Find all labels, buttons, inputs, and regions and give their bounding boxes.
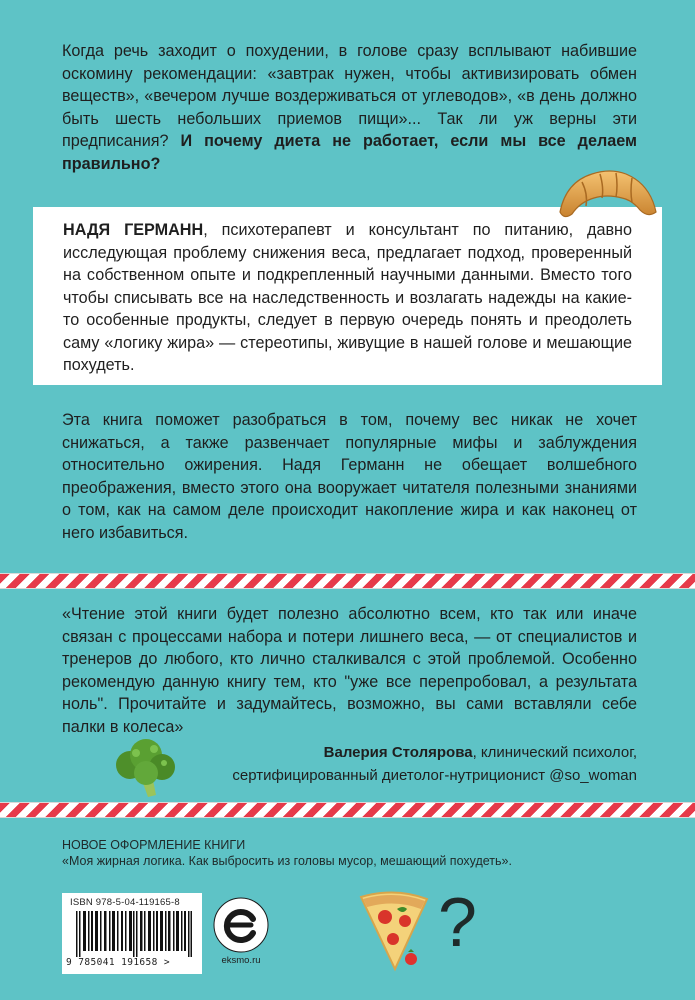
attribution-name: Валерия Столярова: [323, 744, 473, 761]
attribution-line-1: [200, 742, 637, 765]
author-name: НАДЯ ГЕРМАНН: [63, 221, 204, 239]
stripe-divider-bottom: [0, 802, 695, 818]
main-paragraph: Эта книга поможет разобраться в том, почему вес никак не хочет снижаться, а также развенчает популярные мифы и заблуждения относительно ожирения. Надя Германн не обещает волшебного преображения, вместо этого она вооружает читателя полезными знаниями о том, как на самом деле происходит накопление жира и как наконец от него избавиться.: [62, 411, 637, 542]
barcode-block: [62, 893, 202, 974]
new-design-title: «Моя жирная логика. Как выбросить из головы мусор, мешающий похудеть».: [62, 854, 512, 868]
eksmo-logo-icon: [213, 897, 269, 953]
review-quote: «Чтение этой книги будет полезно абсолютно всем, кто так или иначе связан с процессами набора и потери лишнего веса, — от специалистов и тренеров до любого, кто лично сталкивался с этой проблемой. Особенно рекомендую данную книгу тем, кто "уже все перепробовал, а результата ноль". Прочитайте и задумайтесь, возможно, вы сами вставляли себе палки в колеса»: [62, 605, 637, 736]
author-description: , психотерапевт и консультант по питанию, давно исследующая проблему снижения веса, предлагает подход, проверенный на собственном опыте и подкрепленный научными данными. Вместо того чтобы списывать все на наследственность и возлагать надежды на какие-то особенные продукты, следует в первую очередь понять и преодолеть саму «логику жира» — стереотипы, живущие в нашей голове и мешающие похудеть.: [63, 221, 633, 374]
intro-paragraph: [62, 40, 637, 175]
barcode-icon: [76, 911, 192, 957]
croissant-icon: [552, 160, 662, 230]
author-paragraph: [63, 219, 632, 377]
question-mark-decor: ?: [438, 883, 477, 961]
isbn-label: ISBN 978-5-04-119165-8: [70, 897, 180, 908]
barcode-digits: 9 785041 191658 >: [66, 957, 171, 968]
new-design-note: [62, 837, 662, 869]
attribution-role: , клинический психолог,: [472, 744, 637, 761]
quote-attribution: [200, 742, 637, 787]
publisher-site: eksmo.ru: [221, 955, 261, 966]
author-box: [33, 207, 662, 385]
intro-text: Когда речь заходит о похудении, в голове сразу всплывают набившие оскомину рекомендации: «завтрак нужен, чтобы активизировать обмен веществ», «вечером лучше воздерживаться от углеводов», «в день должно быть шесть небольших приемов пищи»... Так ли уж верны эти предписания?: [62, 42, 637, 150]
pizza-slice-icon: [355, 887, 433, 973]
stripe-divider-top: [0, 573, 695, 589]
new-design-heading: НОВОЕ ОФОРМЛЕНИЕ КНИГИ: [62, 838, 246, 852]
intro-bold-question: И почему диета не работает, если мы все делаем правильно?: [62, 132, 638, 173]
broccoli-icon: [110, 735, 180, 800]
attribution-line-2: сертифицированный диетолог-нутриционист @so_woman: [232, 766, 637, 784]
